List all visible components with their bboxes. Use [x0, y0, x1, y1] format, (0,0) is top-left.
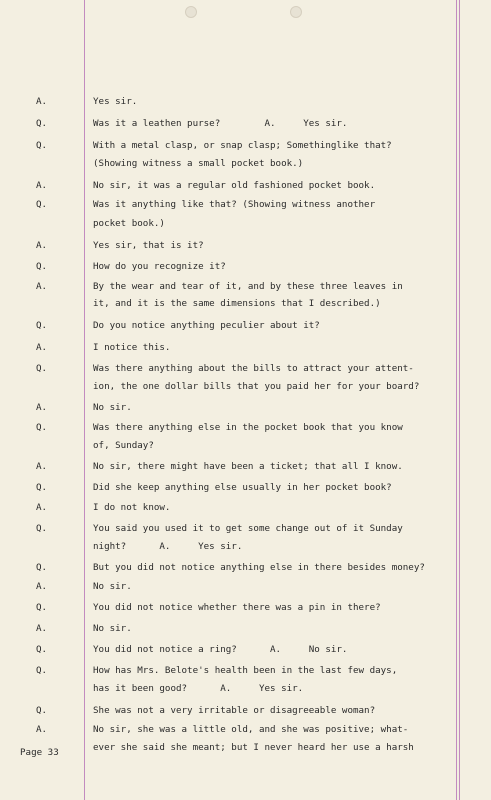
right-margin-rule [456, 0, 457, 800]
line-text: No sir, she was a little old, and she was positive; what- [93, 724, 409, 735]
line-text: No sir. [93, 402, 132, 413]
right-margin-rule-2 [459, 0, 460, 800]
speaker-label: A. [36, 623, 48, 634]
line-text: it, and it is the same dimensions that I described.) [93, 298, 381, 309]
speaker-label: A. [36, 342, 48, 353]
speaker-label: A. [36, 461, 48, 472]
line-text: You did not notice whether there was a pin in there? [93, 602, 381, 613]
speaker-label: A. [36, 724, 48, 735]
line-text: ion, the one dollar bills that you paid her for your board? [93, 381, 420, 392]
line-text: Was there anything about the bills to attract your attent- [93, 363, 414, 374]
speaker-label: Q. [36, 602, 48, 613]
speaker-label: Q. [36, 705, 48, 716]
line-text: With a metal clasp, or snap clasp; Somethinglike that? [93, 140, 392, 151]
speaker-label: A. [36, 96, 48, 107]
speaker-label: Q. [36, 118, 48, 129]
page-number: Page 33 [20, 747, 59, 758]
line-text: Was it a leathen purse? A. Yes sir. [93, 118, 348, 129]
line-text: How do you recognize it? [93, 261, 226, 272]
line-text: I notice this. [93, 342, 171, 353]
line-text: Yes sir. [93, 96, 138, 107]
punch-hole-left [185, 6, 197, 18]
line-text: You said you used it to get some change out of it Sunday [93, 523, 403, 534]
line-text: ever she said she meant; but I never heard her use a harsh [93, 742, 414, 753]
speaker-label: Q. [36, 482, 48, 493]
speaker-label: Q. [36, 140, 48, 151]
line-text: (Showing witness a small pocket book.) [93, 158, 304, 169]
speaker-label: Q. [36, 363, 48, 374]
line-text: night? A. Yes sir. [93, 541, 243, 552]
speaker-label: A. [36, 240, 48, 251]
speaker-label: Q. [36, 665, 48, 676]
speaker-label: A. [36, 402, 48, 413]
speaker-label: Q. [36, 422, 48, 433]
line-text: How has Mrs. Belote's health been in the last few days, [93, 665, 398, 676]
line-text: By the wear and tear of it, and by these three leaves in [93, 281, 403, 292]
line-text: No sir, there might have been a ticket; that all I know. [93, 461, 403, 472]
speaker-label: Q. [36, 320, 48, 331]
speaker-label: A. [36, 281, 48, 292]
line-text: Yes sir, that is it? [93, 240, 204, 251]
line-text: No sir. [93, 581, 132, 592]
speaker-label: Q. [36, 523, 48, 534]
line-text: No sir. [93, 623, 132, 634]
line-text: Was it anything like that? (Showing witness another [93, 199, 376, 210]
line-text: Was there anything else in the pocket book that you know [93, 422, 403, 433]
speaker-label: A. [36, 581, 48, 592]
left-margin-rule [84, 0, 85, 800]
speaker-label: A. [36, 502, 48, 513]
line-text: But you did not notice anything else in there besides money? [93, 562, 425, 573]
line-text: pocket book.) [93, 218, 165, 229]
line-text: Did she keep anything else usually in her pocket book? [93, 482, 392, 493]
punch-hole-right [290, 6, 302, 18]
line-text: of, Sunday? [93, 440, 154, 451]
line-text: Do you notice anything peculier about it? [93, 320, 320, 331]
line-text: I do not know. [93, 502, 171, 513]
line-text: No sir, it was a regular old fashioned pocket book. [93, 180, 376, 191]
speaker-label: A. [36, 180, 48, 191]
speaker-label: Q. [36, 562, 48, 573]
line-text: She was not a very irritable or disagreeable woman? [93, 705, 376, 716]
speaker-label: Q. [36, 199, 48, 210]
line-text: You did not notice a ring? A. No sir. [93, 644, 348, 655]
line-text: has it been good? A. Yes sir. [93, 683, 304, 694]
speaker-label: Q. [36, 644, 48, 655]
speaker-label: Q. [36, 261, 48, 272]
